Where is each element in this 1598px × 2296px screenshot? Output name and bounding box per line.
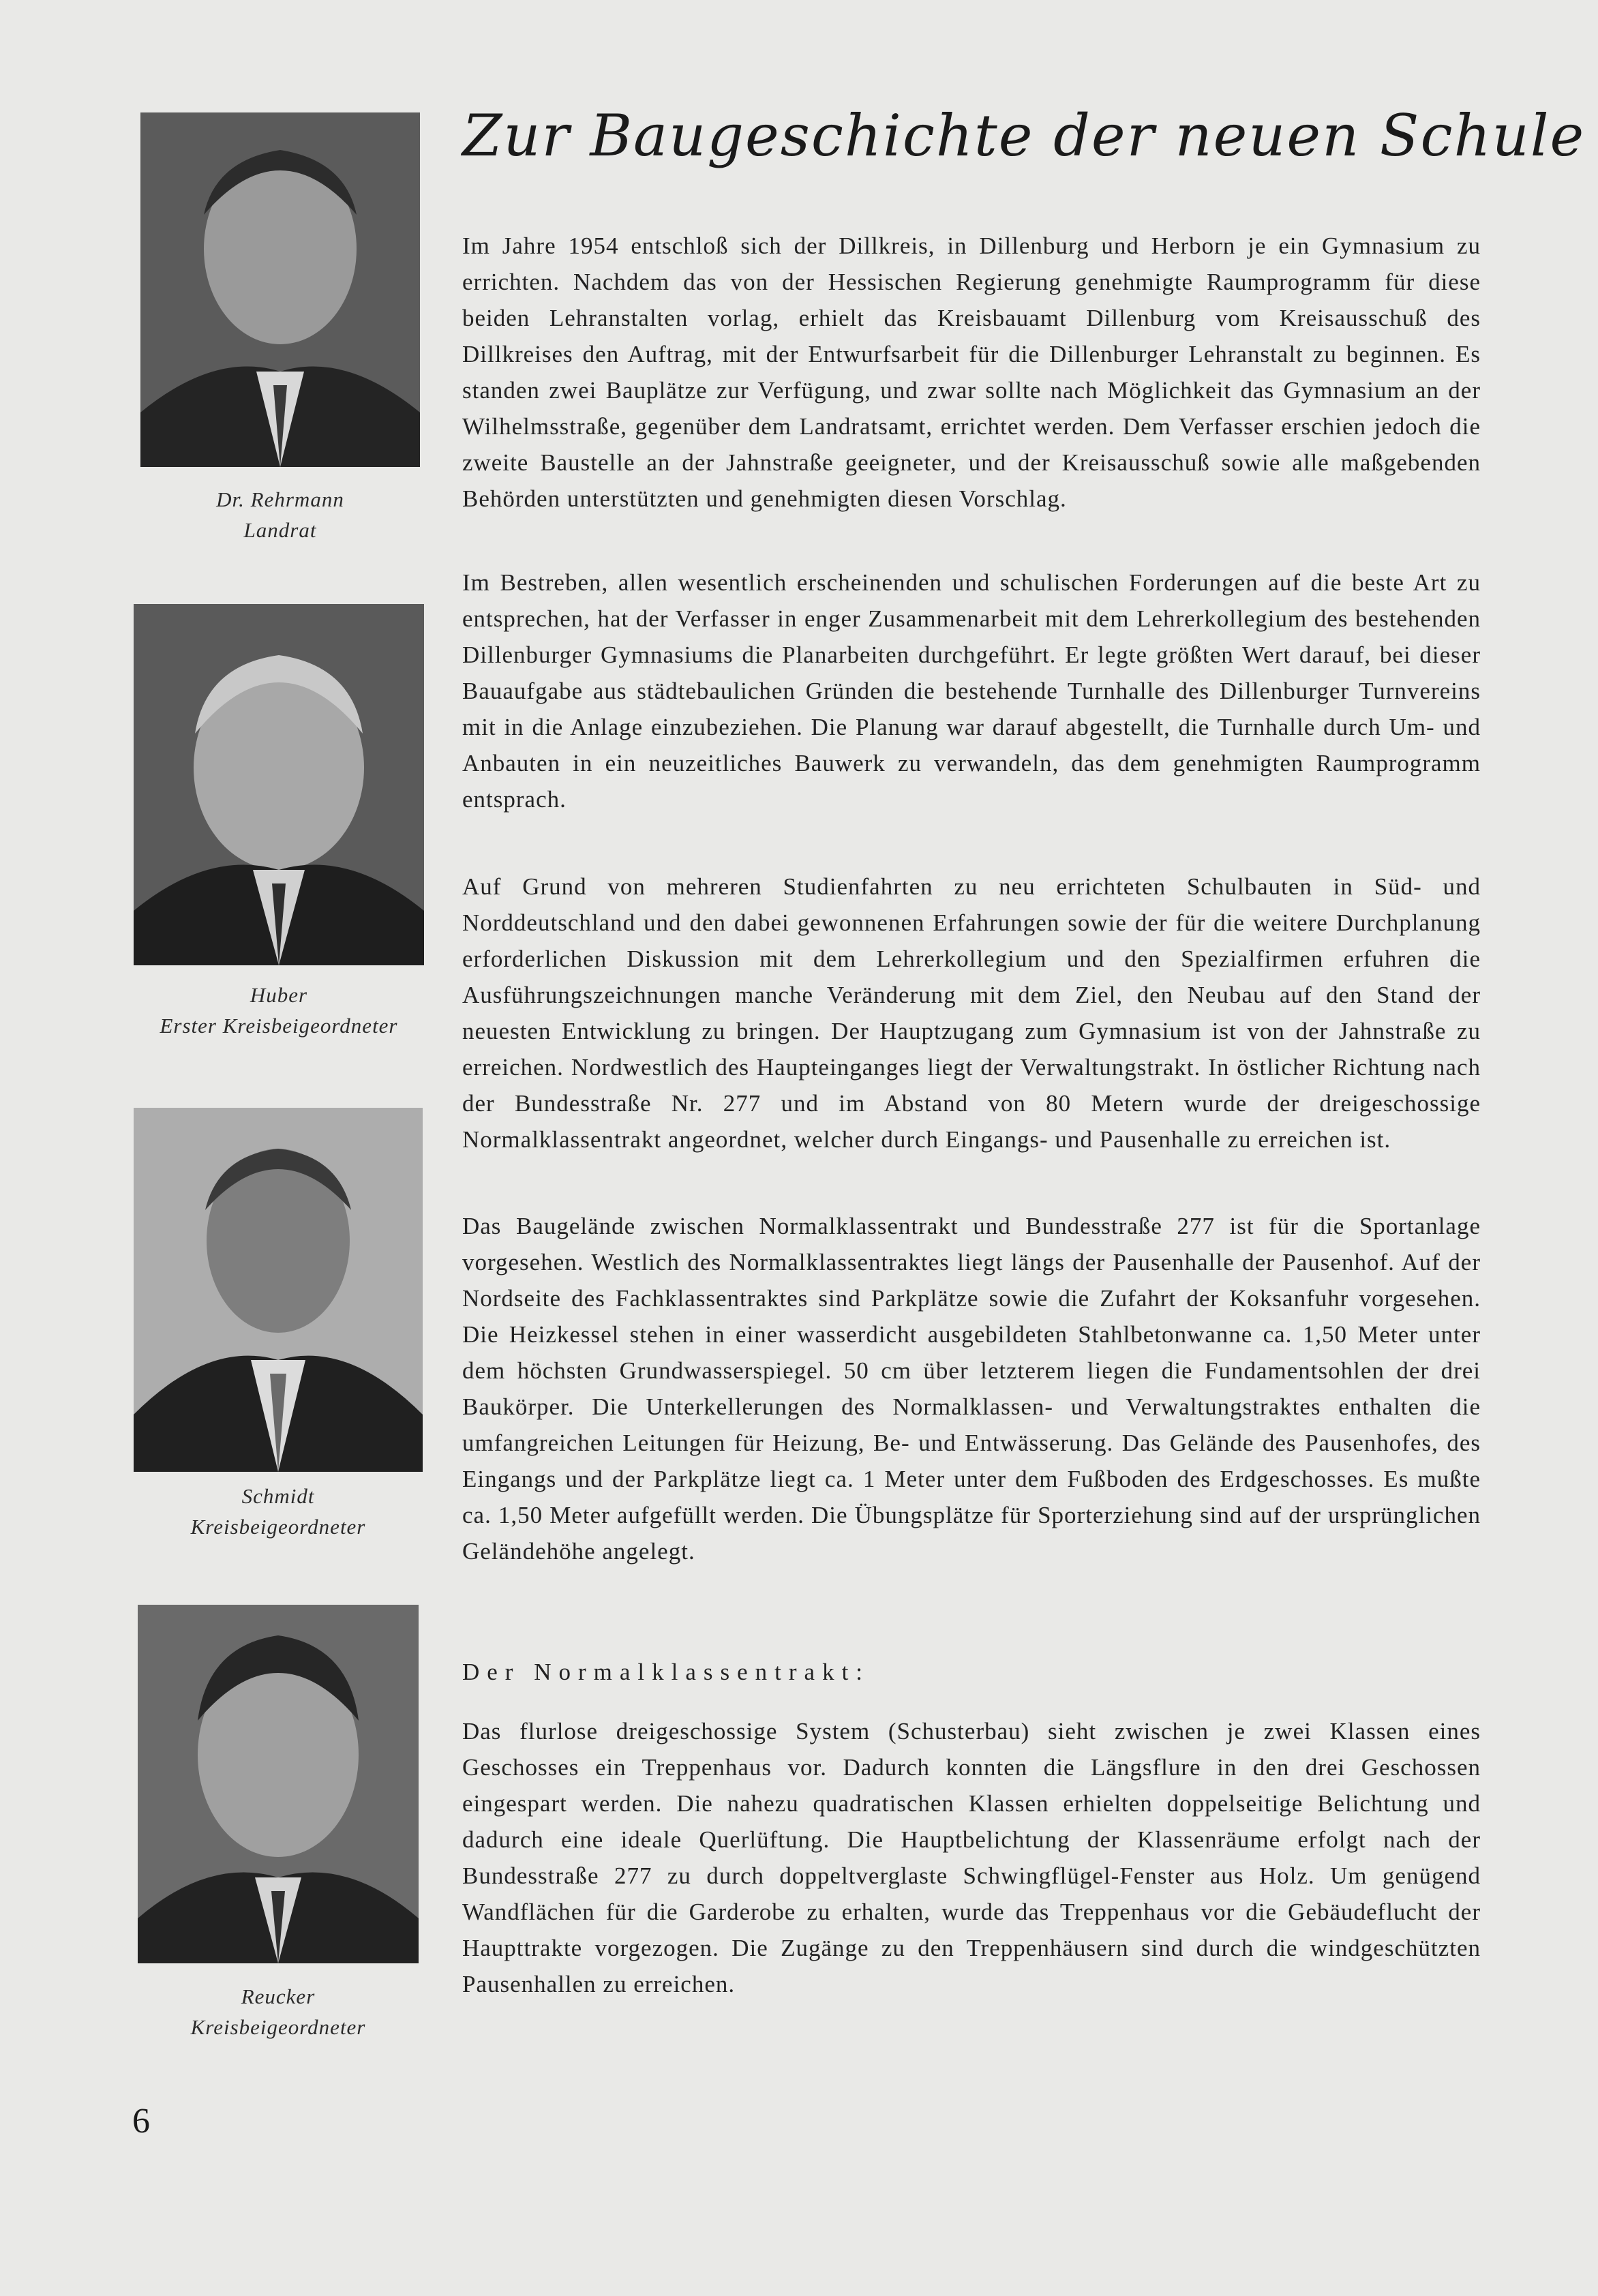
portrait-role: Erster Kreisbeigeordneter bbox=[160, 1014, 398, 1038]
portrait-photo-huber bbox=[134, 604, 424, 965]
portrait-name: Reucker bbox=[241, 1984, 316, 2008]
paragraph-3: Auf Grund von mehreren Studienfahrten zu neu errichteten Schulbauten in Süd- und Norddeutschland und den dabei gewonnenen Erfahrungen sowie der für die weitere Durchplanung erforderlichen Diskussion mit dem Lehrerkollegium und den Spezialfirmen erfuhren die Ausführungszeichnungen manche Veränderung mit dem Ziel, den Neubau auf den Stand der neuesten Entwicklung zu bringen. Der Hauptzugang zum Gymnasium ist von der Jahnstraße zu erreichen. Nordwestlich des Haupteinganges liegt der Verwaltungstrakt. In östlicher Richtung nach der Bundesstraße Nr. 277 und im Abstand von 80 Metern wurde der dreigeschossige Normalklassentrakt angeordnet, welcher durch Eingangs- und Pausenhalle zu erreichen ist. bbox=[462, 873, 1481, 1153]
section-paragraph: Das flurlose dreigeschossige System (Schusterbau) sieht zwischen je zwei Klassen eines Geschosses ein Treppenhaus vor. Dadurch konnten die Längsflure in den drei Geschossen eingespart werden. Die nahezu quadratischen Klassen erhielten doppelseitige Belichtung und dadurch eine ideale Querlüftung. Die Hauptbelichtung der Klassenräume erfolgt nach der Bundesstraße 277 zu durch doppeltverglaste Schwingflügel-Fenster aus Holz. Um genügend Wandflächen für die Garderobe zu erhalten, wurde das Treppenhaus vor die Gebäudeflucht der Haupttrakte vorgezogen. Die Zugänge zu den Treppenhäusern sind durch die windgeschützten Pausenhallen zu erreichen. bbox=[462, 1718, 1481, 1997]
portrait-photo-reucker bbox=[138, 1605, 419, 1963]
portrait-caption-huber bbox=[120, 980, 438, 1041]
section-heading: Der Normalklassentrakt: bbox=[462, 1659, 871, 1685]
portrait-caption-rehrmann bbox=[140, 484, 420, 545]
portrait-role: Landrat bbox=[243, 518, 317, 542]
portrait-image bbox=[134, 1108, 423, 1472]
portrait-name: Schmidt bbox=[241, 1484, 315, 1508]
portrait-photo-rehrmann bbox=[140, 112, 420, 467]
paragraph-2: Im Bestreben, allen wesentlich erscheinenden und schulischen Forderungen auf die beste Art zu entsprechen, hat der Verfasser in enger Zusammenarbeit mit dem Lehrerkollegium des bestehenden Dillenburger Gymnasiums die Planarbeiten durchgeführt. Er legte größten Wert darauf, bei dieser Bauaufgabe aus städtebaulichen Gründen die bestehende Turnhalle des Dillenburger Turnvereins mit in die Anlage einzubeziehen. Die Planung war darauf abgestellt, die Turnhalle durch Um- und Anbauten in ein neuzeitliches Bauwerk zu verwandeln, das dem genehmigten Raumprogramm entsprach. bbox=[462, 569, 1481, 813]
page-number: 6 bbox=[132, 2102, 150, 2141]
portrait-role: Kreisbeigeordneter bbox=[190, 2015, 366, 2039]
paragraph-4: Das Baugelände zwischen Normalklassentrakt und Bundesstraße 277 ist für die Sportanlage vorgesehen. Westlich des Normalklassentraktes liegt längs der Pausenhalle der Pausenhof. Auf der Nordseite des Fachklassentraktes sind Parkplätze sowie die Zufahrt der Koksanfuhr vorgesehen. Die Heizkessel stehen in einer wasserdicht ausgebildeten Stahlbetonwanne ca. 1,50 Meter unter dem höchsten Grundwasserspiegel. 50 cm über letzterem liegen die Fundamentsohlen der drei Baukörper. Die Unterkellerungen des Normalklassen- und Verwaltungstraktes enthalten die umfangreichen Leitungen für Heizung, Be- und Entwässerung. Das Gelände des Pausenhofes, des Eingangs und der Parkplätze liegt ca. 1 Meter unter dem Fußboden des Erdgeschosses. Es mußte ca. 1,50 Meter aufgefüllt werden. Die Übungsplätze für Sporterziehung sind auf der ursprünglichen Geländehöhe angelegt. bbox=[462, 1213, 1481, 1565]
portrait-caption-reucker bbox=[138, 1981, 419, 2042]
portrait-image bbox=[138, 1605, 419, 1963]
portrait-name: Dr. Rehrmann bbox=[216, 487, 344, 511]
portrait-image bbox=[134, 604, 424, 965]
paragraph-1: Im Jahre 1954 entschloß sich der Dillkreis, in Dillenburg und Herborn je ein Gymnasium zu errichten. Nachdem das von der Hessischen Regierung genehmigte Raumprogramm für diese beiden Lehranstalten vorlag, erhielt das Kreisbauamt Dillenburg vom Kreisausschuß des Dillkreises den Auftrag, mit der Entwurfsarbeit für die Dillenburger Lehranstalt zu beginnen. Es standen zwei Bauplätze zur Verfügung, und zwar sollte nach Möglichkeit das Gymnasium an der Wilhelmsstraße, gegenüber dem Landratsamt, errichtet werden. Dem Verfasser erschien jedoch die zweite Baustelle an der Jahnstraße geeigneter, und der Kreisausschuß sowie alle maßgebenden Behörden unterstützten und genehmigten diesen Vorschlag. bbox=[462, 232, 1481, 512]
portrait-name: Huber bbox=[250, 983, 308, 1007]
portrait-caption-schmidt bbox=[134, 1481, 423, 1542]
portrait-role: Kreisbeigeordneter bbox=[190, 1515, 366, 1539]
portrait-image bbox=[140, 112, 420, 467]
page-title: Zur Baugeschichte der neuen Schule bbox=[462, 102, 1586, 169]
portrait-photo-schmidt bbox=[134, 1108, 423, 1472]
